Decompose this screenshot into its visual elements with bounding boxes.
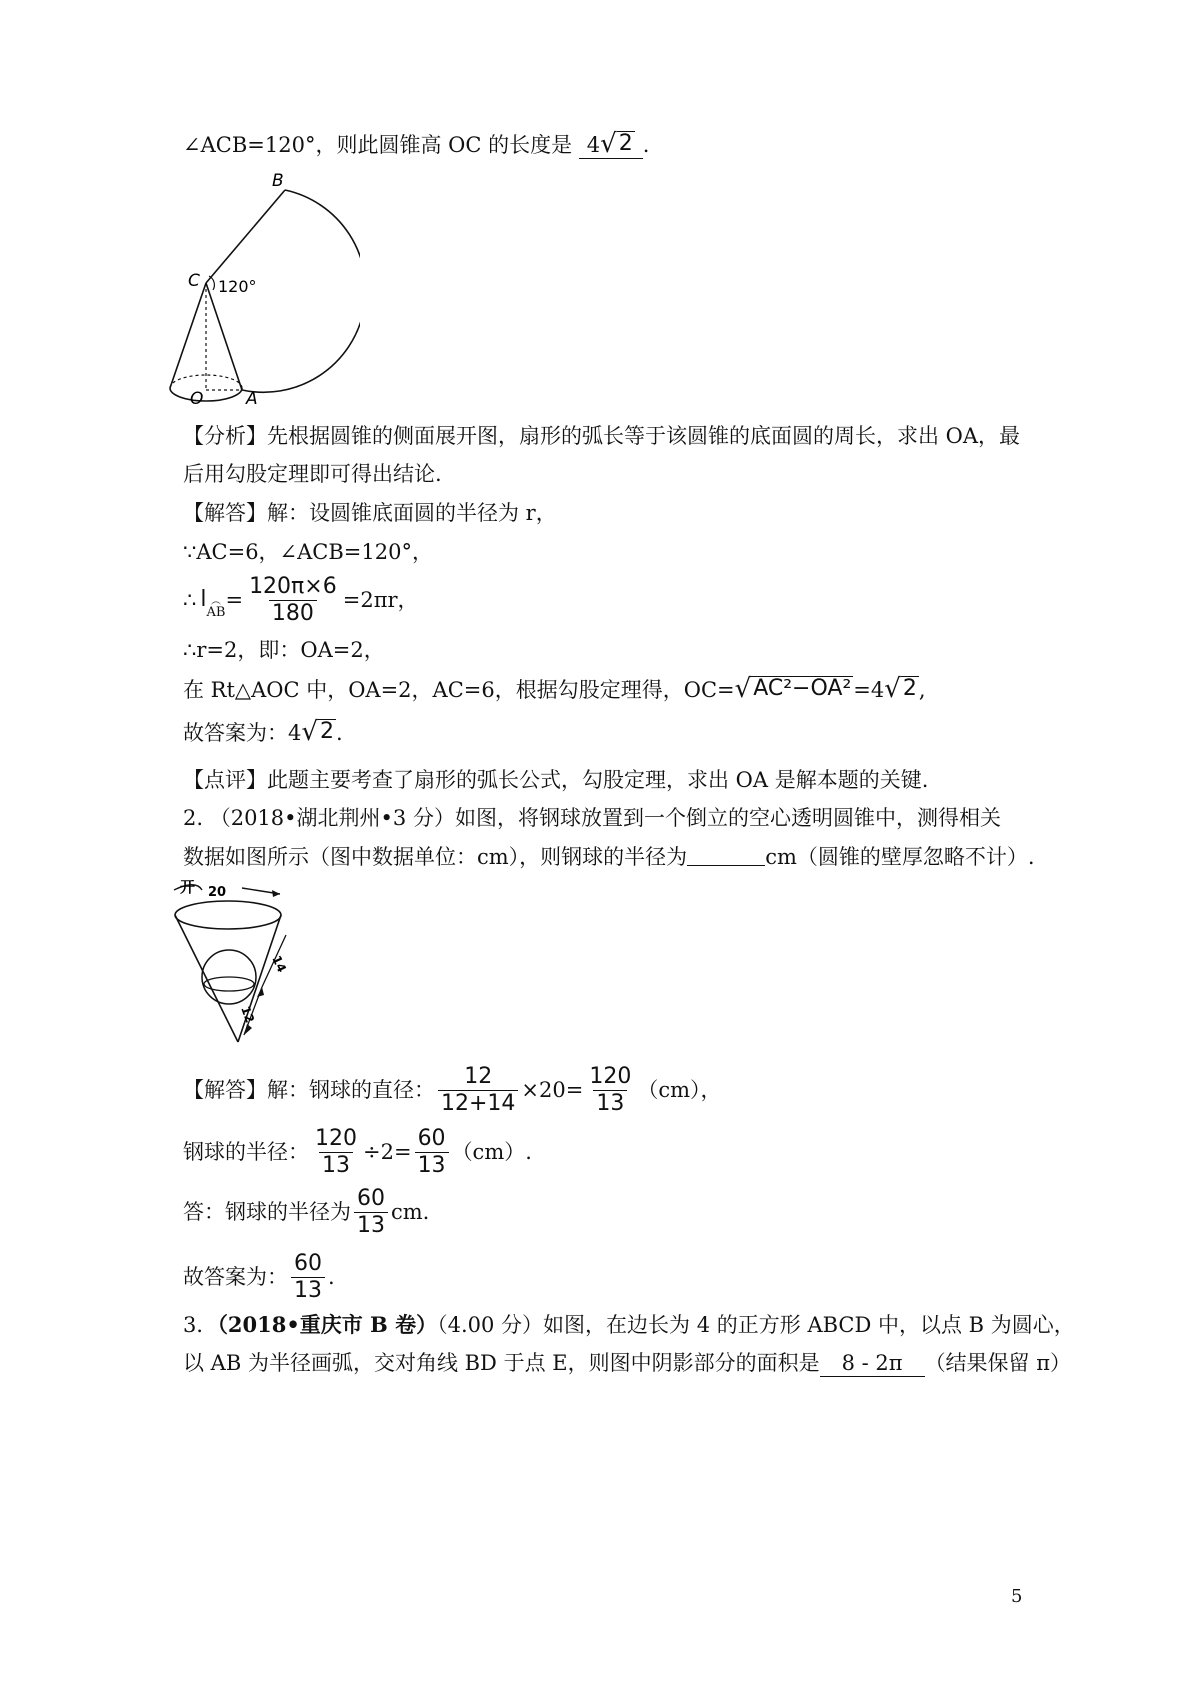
q2-line1: 2. （2018•湖北荆州•3 分）如图，将钢球放置到一个倒立的空心透明圆锥中，测得相关 xyxy=(183,806,1001,830)
q2-solution-3: 答：钢球的半径为 $\frac{60}{13}$ cm. xyxy=(183,1185,430,1238)
fraction: $\frac{60}{13}$ xyxy=(291,1251,325,1304)
q1-comment: 【点评】此题主要考查了扇形的弧长公式，勾股定理，求出 OA 是解本题的关键. xyxy=(183,768,929,792)
q1-solution-5: 在 Rt△AOC 中，OA=2，AC=6，根据勾股定理得，OC= √ AC²−OA² =4 √ 2 , xyxy=(183,674,926,704)
q3-line1: 3．（2018•重庆市 B 卷）（4.00 分）如图，在边长为 4 的正方形 ABCD 中，以点 B 为圆心， xyxy=(183,1312,1075,1337)
cone-unfolding-figure xyxy=(160,168,360,413)
arrowhead xyxy=(272,890,280,897)
cone-rim xyxy=(175,901,281,929)
page-number: 5 xyxy=(1011,1586,1023,1607)
q2-solution-1: 【解答】解：钢球的直径： $\frac{12}{12+14}$ ×20= $\frac{120}{13}$ （cm）， xyxy=(183,1063,722,1116)
label-a: A xyxy=(246,389,258,409)
q1-solution-2: ∵AC=6，∠ACB=120°， xyxy=(183,540,433,564)
line-cb xyxy=(206,190,285,283)
q3-source: （2018•重庆市 B 卷） xyxy=(217,1312,438,1337)
label-top: 20 xyxy=(208,885,227,900)
fraction: $\frac{12}{12+14}$ xyxy=(438,1064,518,1117)
q1-final-answer: 故答案为：4 √ 2 . xyxy=(183,717,343,747)
q1-line1-text: ∠ACB=120°，则此圆锥高 OC 的长度是 xyxy=(183,133,573,157)
q3-line2: 以 AB 为半径画弧，交对角线 BD 于点 E，则图中阴影部分的面积是 8 - 2π （结果保留 π） xyxy=(183,1351,1072,1375)
sqrt-symbol: √ AC²−OA² xyxy=(734,674,852,704)
contact-circle xyxy=(204,977,254,991)
q1-analysis-2: 后用勾股定理即可得出结论. xyxy=(183,462,442,486)
label-14: 14 xyxy=(269,953,290,975)
q1-solution-1: 【解答】解：设圆锥底面圆的半径为 r， xyxy=(183,501,557,525)
cone-ball-figure xyxy=(168,880,318,1050)
arrowhead xyxy=(244,1024,252,1035)
sqrt-symbol: √ 2 xyxy=(884,674,917,704)
answer-blank xyxy=(687,843,765,866)
fraction: $\frac{60}{13}$ xyxy=(415,1126,449,1179)
q2-solution-2: 钢球的半径： $\frac{120}{13}$ ÷2= $\frac{60}{13}$ （cm）. xyxy=(183,1125,532,1178)
label-angle: 120° xyxy=(218,277,257,296)
cone-left-edge xyxy=(170,283,206,388)
label-o: O xyxy=(190,389,204,409)
fraction: $\frac{120}{13}$ xyxy=(589,1063,632,1116)
q1-analysis-1: 【分析】先根据圆锥的侧面展开图，扇形的弧长等于该圆锥的底面圆的周长，求出 OA，最 xyxy=(183,424,1021,448)
cone-left-side xyxy=(175,915,238,1042)
label-mark: 开 xyxy=(180,880,196,896)
sqrt-symbol: √ 2 xyxy=(301,717,334,747)
fraction: $\frac{60}{13}$ xyxy=(354,1186,388,1239)
q1-answer: 4 √ 2 xyxy=(579,131,643,159)
q2-line2: 数据如图所示（图中数据单位：cm），则钢球的半径为 cm（圆锥的壁厚忽略不计）. xyxy=(183,845,1035,869)
label-c: C xyxy=(188,271,200,291)
q2-final-answer: 故答案为： $\frac{60}{13}$ . xyxy=(183,1250,335,1303)
label-b: B xyxy=(272,171,284,191)
cone-right-edge xyxy=(206,283,242,390)
fraction: $\frac{120}{13}$ xyxy=(315,1125,357,1178)
sqrt-symbol: √ 2 xyxy=(600,129,633,159)
arc-ab-subscript: ︵ AB xyxy=(206,595,226,620)
arrowhead xyxy=(257,987,264,997)
fraction: $\frac{120\pi\times 6}{180}$ xyxy=(249,573,337,626)
q3-answer: 8 - 2π xyxy=(820,1350,925,1377)
q1-line1: ∠ACB=120°，则此圆锥高 OC 的长度是 4 √ 2 . xyxy=(183,129,650,159)
q1-solution-3: ∴ l ︵ AB = $\frac{120\pi\times 6}{180}$ =2πr， xyxy=(183,573,419,626)
q1-solution-4: ∴r=2，即：OA=2， xyxy=(183,638,385,662)
label-12: 12 xyxy=(238,1004,258,1025)
